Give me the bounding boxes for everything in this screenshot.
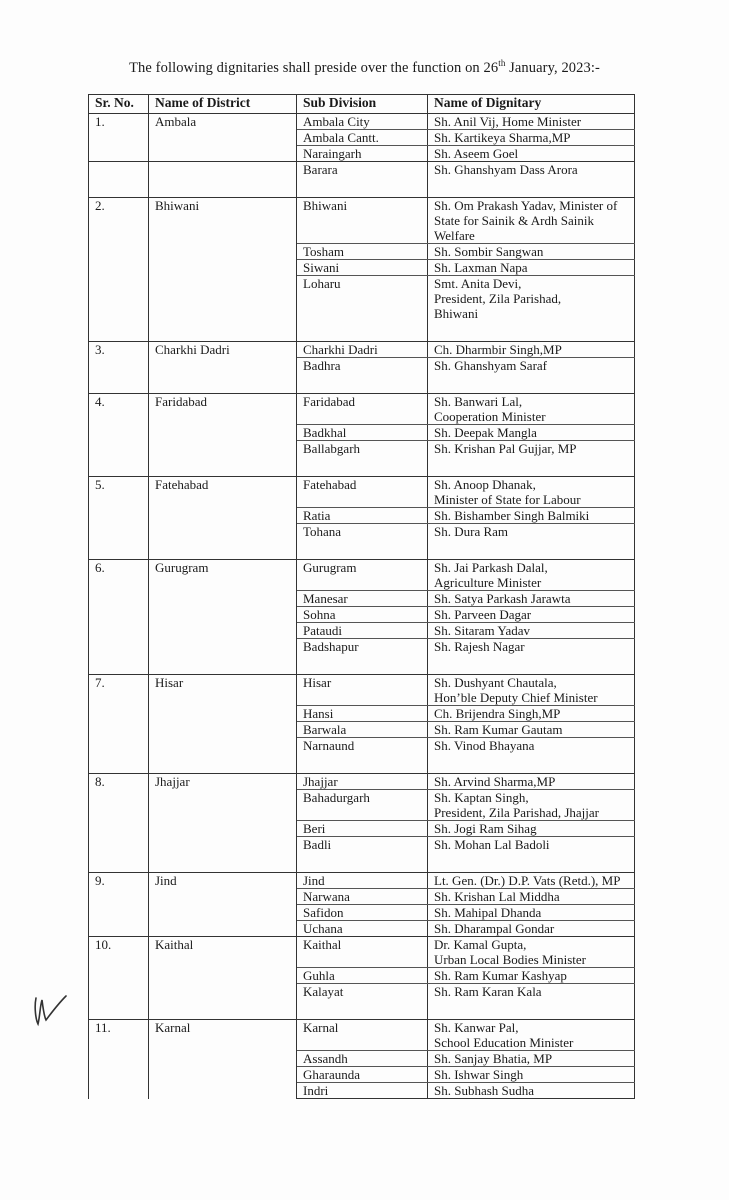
dignitary-cell: Sh. Ram Karan Kala [428,984,635,1020]
dignitary-cell: Sh. Jai Parkash Dalal, Agriculture Minister [428,560,635,591]
sub-division-cell: Bahadurgarh [297,790,428,821]
dignitary-cell: Sh. Vinod Bhayana [428,738,635,774]
sub-division-cell: Badkhal [297,425,428,441]
sub-division-cell: Charkhi Dadri [297,342,428,358]
sr-no-cell: 5. [89,477,149,560]
district-cell: Jind [149,873,297,937]
sub-division-cell: Kalayat [297,984,428,1020]
sub-division-cell: Ratia [297,508,428,524]
sr-no-cell: 7. [89,675,149,774]
sub-division-cell: Beri [297,821,428,837]
header-sub-division: Sub Division [297,95,428,114]
district-cell: Ambala [149,114,297,162]
sub-division-cell: Siwani [297,260,428,276]
district-cell: Kaithal [149,937,297,1020]
table-row [89,342,635,358]
district-cell [149,162,297,198]
sub-division-cell: Jhajjar [297,774,428,790]
sub-division-cell: Karnal [297,1020,428,1051]
dignitary-cell: Ch. Brijendra Singh,MP [428,706,635,722]
sub-division-cell: Jind [297,873,428,889]
sub-division-cell: Assandh [297,1051,428,1067]
sr-no-cell: 1. [89,114,149,162]
sr-no-cell: 10. [89,937,149,1020]
dignitary-cell: Sh. Banwari Lal, Cooperation Minister [428,394,635,425]
dignitary-cell: Sh. Krishan Pal Gujjar, MP [428,441,635,477]
sr-no-cell: 2. [89,198,149,342]
sub-division-cell: Bhiwani [297,198,428,244]
sub-division-cell: Tohana [297,524,428,560]
table-row [89,198,635,244]
dignitary-cell: Sh. Kanwar Pal, School Education Minister [428,1020,635,1051]
district-cell: Charkhi Dadri [149,342,297,394]
table-row [89,114,635,130]
district-cell: Jhajjar [149,774,297,873]
dignitary-cell: Sh. Om Prakash Yadav, Minister of State for Sainik & Ardh Sainik Welfare [428,198,635,244]
dignitary-cell: Sh. Ram Kumar Kashyap [428,968,635,984]
dignitaries-table [88,94,635,1099]
sub-division-cell: Guhla [297,968,428,984]
dignitary-cell: Sh. Krishan Lal Middha [428,889,635,905]
sub-division-cell: Uchana [297,921,428,937]
table-row [89,675,635,706]
dignitary-cell: Sh. Rajesh Nagar [428,639,635,675]
dignitary-cell: Sh. Kartikeya Sharma,MP [428,130,635,146]
dignitary-cell: Sh. Parveen Dagar [428,607,635,623]
sr-no-cell: 8. [89,774,149,873]
heading-suffix: January, 2023:- [505,59,600,76]
heading-superscript: th [498,58,506,68]
sr-no-cell: 3. [89,342,149,394]
dignitary-cell: Sh. Kaptan Singh, President, Zila Parishad, Jhajjar [428,790,635,821]
table-row [89,774,635,790]
sub-division-cell: Naraingarh [297,146,428,162]
dignitary-cell: Sh. Sitaram Yadav [428,623,635,639]
table-row [89,937,635,968]
dignitary-cell: Sh. Ram Kumar Gautam [428,722,635,738]
dignitary-cell: Sh. Laxman Napa [428,260,635,276]
sub-division-cell: Hansi [297,706,428,722]
dignitary-cell: Dr. Kamal Gupta, Urban Local Bodies Minister [428,937,635,968]
table-header-row [89,95,635,114]
sub-division-cell: Safidon [297,905,428,921]
sr-no-cell: 9. [89,873,149,937]
header-district: Name of District [149,95,297,114]
dignitary-cell: Sh. Mahipal Dhanda [428,905,635,921]
dignitary-cell: Sh. Mohan Lal Badoli [428,837,635,873]
sr-no-cell [89,162,149,198]
district-cell: Hisar [149,675,297,774]
sub-division-cell: Indri [297,1083,428,1099]
sub-division-cell: Barara [297,162,428,198]
dignitary-cell: Sh. Jogi Ram Sihag [428,821,635,837]
sub-division-cell: Pataudi [297,623,428,639]
sr-no-cell: 4. [89,394,149,477]
dignitary-cell: Sh. Dura Ram [428,524,635,560]
page-heading [0,58,729,77]
sub-division-cell: Ballabgarh [297,441,428,477]
district-cell: Karnal [149,1020,297,1099]
dignitary-cell: Sh. Ghanshyam Dass Arora [428,162,635,198]
sub-division-cell: Badli [297,837,428,873]
sub-division-cell: Loharu [297,276,428,342]
table-row [89,477,635,508]
sub-division-cell: Tosham [297,244,428,260]
header-sr-no: Sr. No. [89,95,149,114]
table-row [89,873,635,889]
dignitary-cell: Sh. Subhash Sudha [428,1083,635,1099]
handwritten-initial-mark [30,990,70,1030]
sub-division-cell: Ambala City [297,114,428,130]
dignitary-cell: Sh. Ishwar Singh [428,1067,635,1083]
district-cell: Gurugram [149,560,297,675]
dignitary-cell: Sh. Anoop Dhanak, Minister of State for Labour [428,477,635,508]
heading-prefix: The following dignitaries shall preside over the function on 26 [129,59,499,76]
sr-no-cell: 11. [89,1020,149,1099]
table-row [89,1020,635,1051]
sub-division-cell: Hisar [297,675,428,706]
table-row [89,162,635,198]
table-row [89,394,635,425]
sub-division-cell: Sohna [297,607,428,623]
sub-division-cell: Manesar [297,591,428,607]
sub-division-cell: Gurugram [297,560,428,591]
sr-no-cell: 6. [89,560,149,675]
sub-division-cell: Kaithal [297,937,428,968]
sub-division-cell: Barwala [297,722,428,738]
dignitary-cell: Sh. Ghanshyam Saraf [428,358,635,394]
sub-division-cell: Ambala Cantt. [297,130,428,146]
dignitary-cell: Sh. Deepak Mangla [428,425,635,441]
table-body [89,114,635,1099]
sub-division-cell: Badshapur [297,639,428,675]
sub-division-cell: Faridabad [297,394,428,425]
dignitary-cell: Sh. Sombir Sangwan [428,244,635,260]
sub-division-cell: Badhra [297,358,428,394]
dignitary-cell: Ch. Dharmbir Singh,MP [428,342,635,358]
header-dignitary: Name of Dignitary [428,95,635,114]
sub-division-cell: Narnaund [297,738,428,774]
dignitary-cell: Sh. Arvind Sharma,MP [428,774,635,790]
sub-division-cell: Gharaunda [297,1067,428,1083]
district-cell: Bhiwani [149,198,297,342]
dignitary-cell: Sh. Bishamber Singh Balmiki [428,508,635,524]
dignitary-cell: Smt. Anita Devi, President, Zila Parishad, Bhiwani [428,276,635,342]
dignitary-cell: Sh. Sanjay Bhatia, MP [428,1051,635,1067]
dignitary-cell: Sh. Anil Vij, Home Minister [428,114,635,130]
table-row [89,560,635,591]
sub-division-cell: Narwana [297,889,428,905]
dignitary-cell: Sh. Dushyant Chautala, Hon’ble Deputy Chief Minister [428,675,635,706]
dignitary-cell: Sh. Aseem Goel [428,146,635,162]
dignitary-cell: Sh. Dharampal Gondar [428,921,635,937]
district-cell: Fatehabad [149,477,297,560]
dignitary-cell: Sh. Satya Parkash Jarawta [428,591,635,607]
sub-division-cell: Fatehabad [297,477,428,508]
district-cell: Faridabad [149,394,297,477]
dignitary-cell: Lt. Gen. (Dr.) D.P. Vats (Retd.), MP [428,873,635,889]
